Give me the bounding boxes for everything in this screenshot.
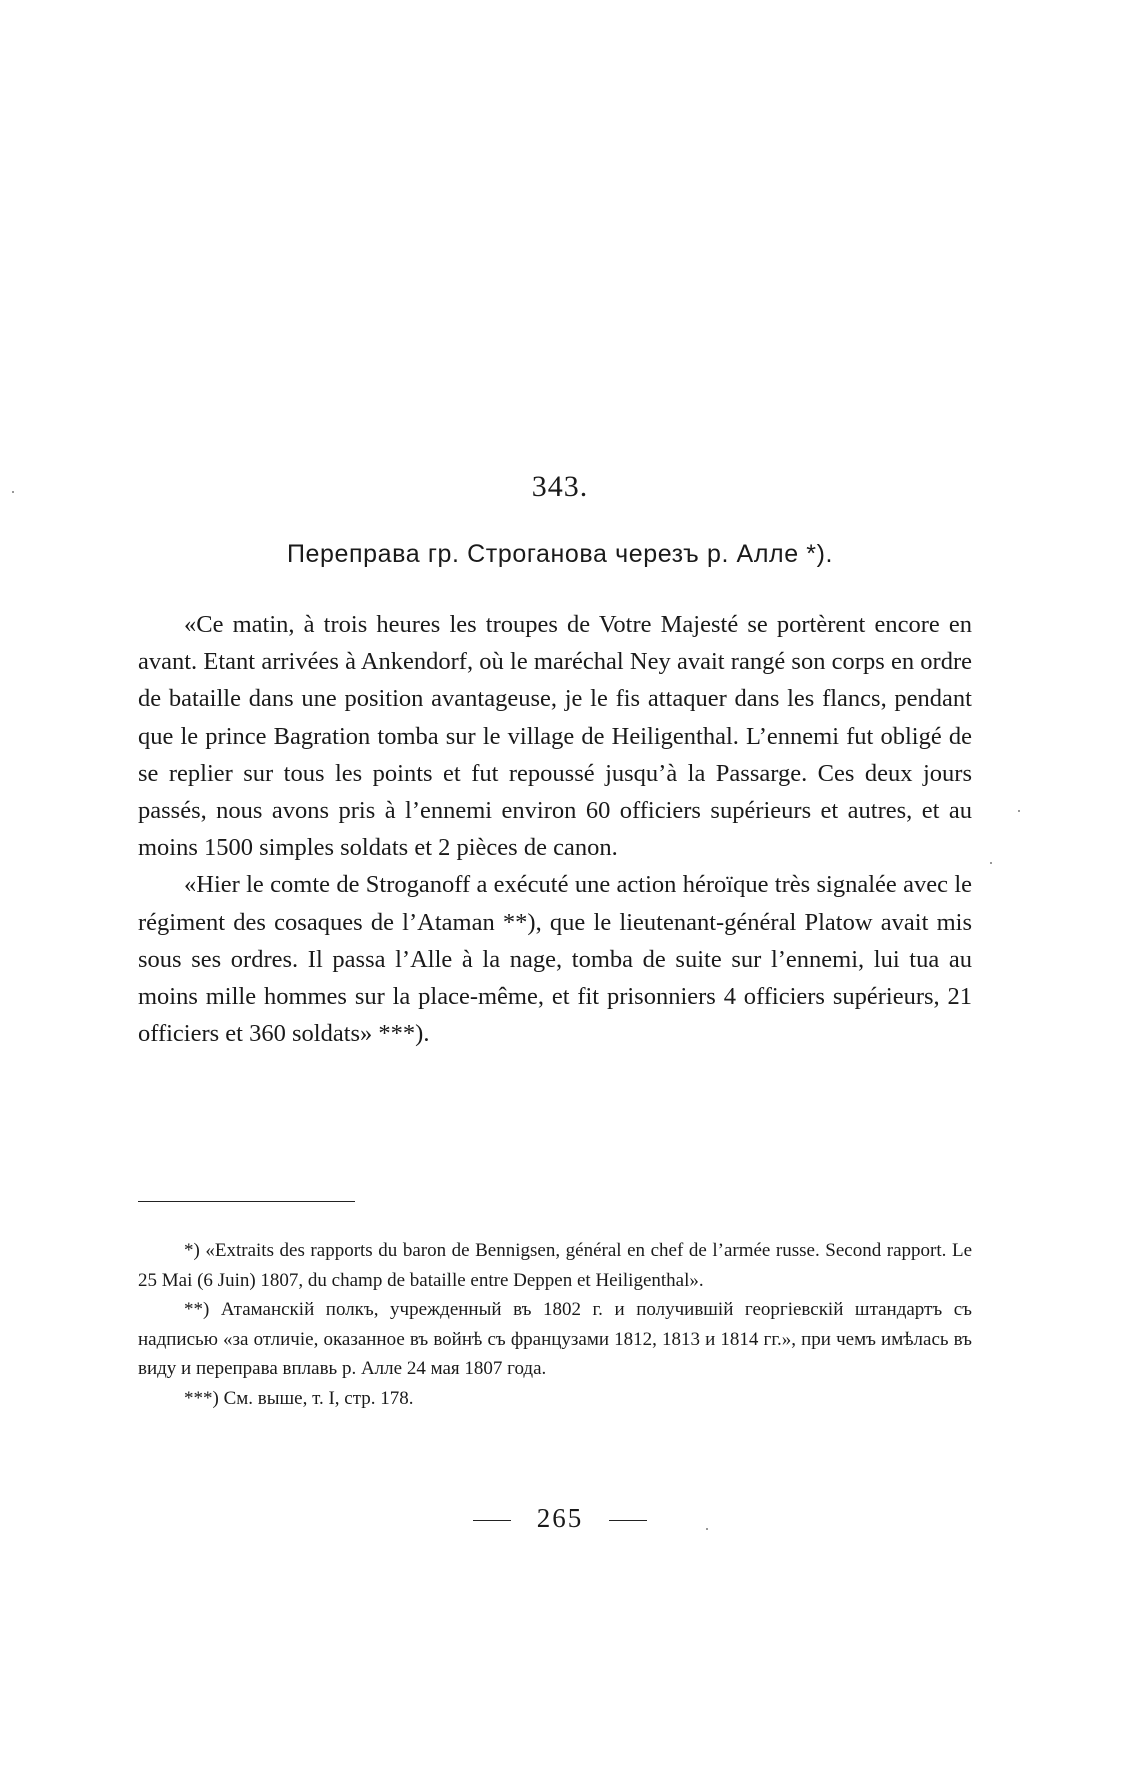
scan-speck xyxy=(706,1528,708,1530)
body-paragraph: «Ce matin, à trois heures les troupes de Votre Majesté se portèrent encore en avant. Etant arrivées à Ankendorf, où le maréchal Ney avait rangé son corps en ordre de bataille dans une position avantageuse, je le fis attaquer dans les flancs, pendant que le prince Bagration tomba sur le village de Heiligenthal. L’ennemi fut obligé de se replier sur tous les points et fut repoussé jusqu’à la Passarge. Ces deux jours passés, nous avons pris à l’ennemi environ 60 officiers supérieurs et autres, et au moins 1500 simples soldats et 2 pièces de canon. xyxy=(138,611,972,862)
scan-speck xyxy=(1018,810,1020,812)
right-dash xyxy=(609,1520,647,1521)
body-paragraph: «Hier le comte de Stroganoff a exécuté une action héroïque très signalée avec le régiment des cosaques de l’Ataman **), que le lieutenant-général Platow avait mis sous ses ordres. Il passa l’Alle à la nage, tomba de suite sur l’ennemi, lui tua au moins mille hommes sur la place-même, et fit prisonniers 4 officiers supérieurs, 21 officiers et 360 soldats» ***). xyxy=(138,871,972,1048)
footnote-separator xyxy=(138,1201,355,1202)
left-dash xyxy=(473,1520,511,1521)
document-title: Переправа гр. Строганова черезъ р. Алле *). xyxy=(286,540,834,568)
scan-speck xyxy=(12,491,14,493)
body-text xyxy=(138,606,972,1052)
page-number: 265 xyxy=(536,1503,584,1533)
footnote: *) «Extraits des rapports du baron de Bennigsen, général en chef de l’armée russe. Second rapport. Le 25 Mai (6 Juin) 1807, du champ de bataille entre Deppen et Heiligenthal». xyxy=(138,1240,972,1291)
scan-speck xyxy=(990,862,992,864)
page-footer xyxy=(0,1503,1120,1534)
document-number: 343. xyxy=(531,470,589,503)
footnote: **) Атаманскій полкъ, учрежденный въ 1802 г. и получившій георгіевскій штандартъ съ надписью «за отличіе, оказанное въ войнѣ съ французами 1812, 1813 и 1814 гг.», при чемъ имѣлась въ виду и переправа вплавь р. Алле 24 мая 1807 года. xyxy=(138,1299,972,1379)
footnote: ***) См. выше, т. I, стр. 178. xyxy=(184,1387,414,1409)
footnotes xyxy=(138,1236,972,1413)
